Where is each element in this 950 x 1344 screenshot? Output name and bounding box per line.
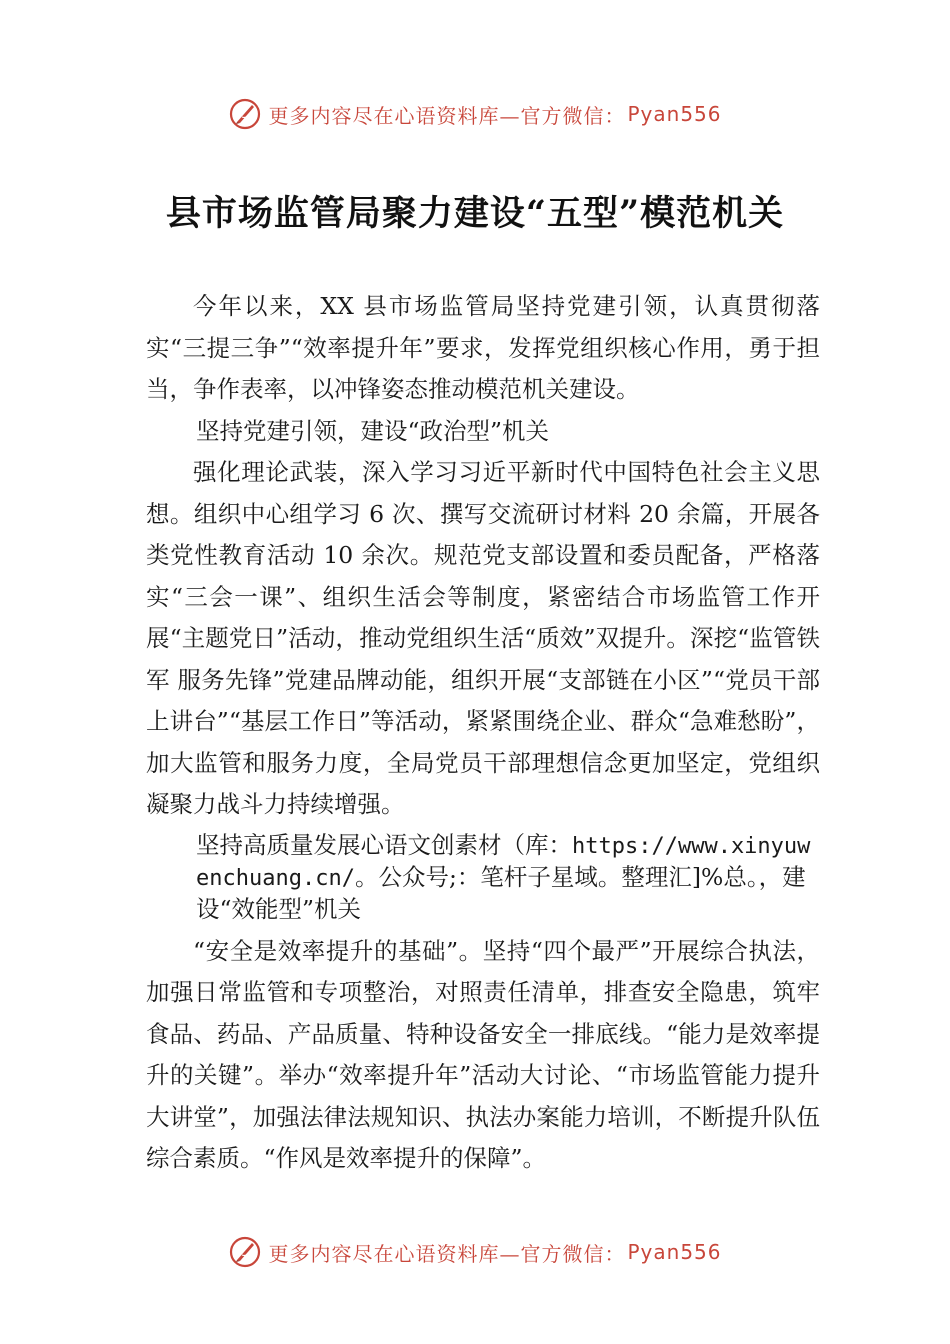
document-title: 县市场监管局聚力建设“五型”模范机关 <box>165 193 785 234</box>
footer-watermark-banner <box>0 1232 950 1272</box>
efficiency-paragraph: “安全是效率提升的基础”。坚持“四个最严”开展综合执法，加强日常监管和专项整治，对照责任清单，排查安全隐患，筑牢食品、药品、产品质量、特种设备安全一排底线。“能力是效率提升的关键”。举办“效率提升年”活动大讨论、“市场监管能力提升大讲堂”，加强法律法规知识、执法办案能力培训，不断提升队伍综合素质。“作风是效率提升的保障”。 <box>146 936 820 1172</box>
political-paragraph: 强化理论武装，深入学习习近平新时代中国特色社会主义思想。组织中心组学习 6 次、撰写交流研讨材料 20 余篇，开展各类党性教育活动 10 余次。规范党支部设置和委员配备，严格落实“三会一课”、组织生活会等制度，紧密结合市场监管工作开展“主题党日”活动，推动党组织生活“质效”双提升。深挖“监管铁军 服务先锋”党建品牌动能，组织开展“支部链在小区”“党员干部上讲台”“基层工作日”等活动，紧紧围绕企业、群众“急难愁盼”，加大监管和服务力度，全局党员干部理想信念更加坚定，党组织凝聚力战斗力持续增强。 <box>146 458 820 818</box>
quill-logo-icon <box>228 1235 262 1269</box>
document-body <box>146 286 820 1180</box>
intro-paragraph: 今年以来，XX 县市场监管局坚持党建引领，认真贯彻落实“三提三争”“效率提升年”要求，发挥党组织核心作用，勇于担当，争作表率，以冲锋姿态推动模范机关建设。 <box>146 292 820 403</box>
heading-suffix: 。公众号;：笔杆子星域。整理汇]%总。，建设“效能型”机关 <box>196 862 806 923</box>
section-heading-political: 坚持党建引领，建设“政治型”机关 <box>196 416 550 445</box>
heading-prefix: 坚持高质量发展心语文创素材（库： <box>196 830 572 859</box>
heading-url: https://www.xinyuwenchuang.cn/ <box>196 833 811 891</box>
banner-wechat-id: Pyan556 <box>627 1240 722 1264</box>
banner-text: 更多内容尽在心语资料库—官方微信： <box>268 1241 626 1266</box>
banner-text: 更多内容尽在心语资料库—官方微信： <box>268 103 626 128</box>
quill-logo-icon <box>228 97 262 131</box>
section-heading-efficiency <box>146 830 820 925</box>
banner-wechat-id: Pyan556 <box>627 102 722 126</box>
header-watermark-banner <box>0 94 950 134</box>
